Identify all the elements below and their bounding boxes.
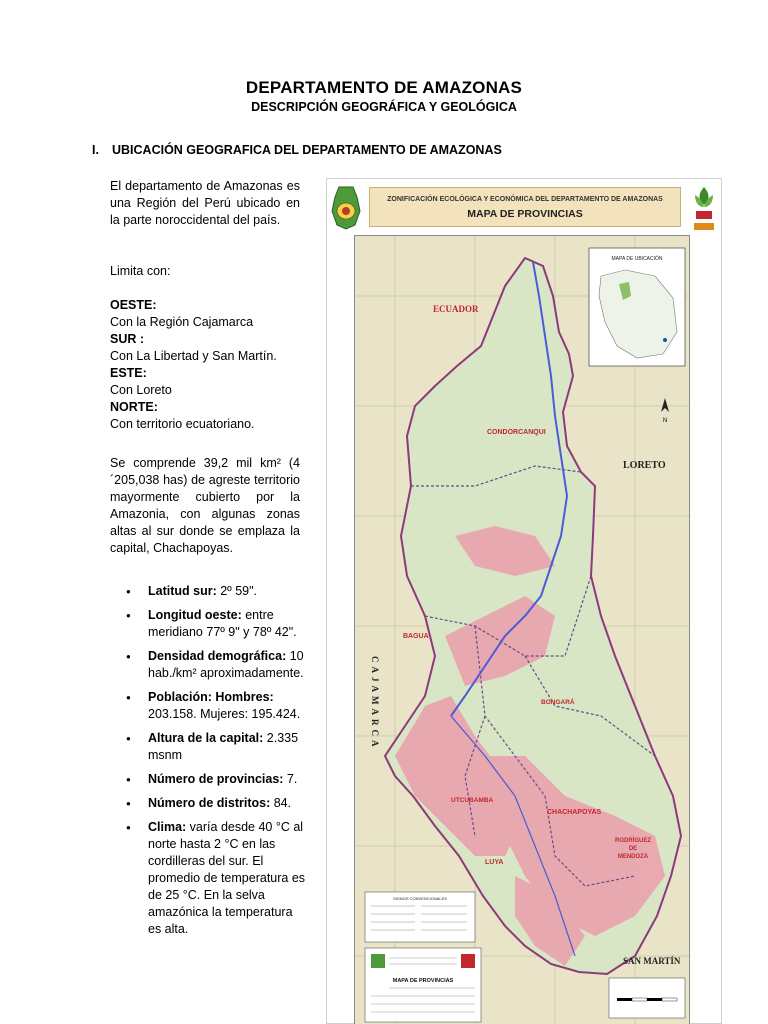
intro-paragraph: El departamento de Amazonas es una Región del Perú ubicado en la parte noroccidental del país. [110, 179, 300, 227]
fact-item [126, 648, 306, 682]
map-drawing [355, 236, 691, 1024]
iiap-logo-icon [691, 183, 717, 233]
map-canvas [354, 235, 690, 1024]
fact-value: entre meridiano 77º 9" y 78º 42". [148, 608, 297, 639]
province-map [326, 178, 722, 1024]
label-chachapoyas: CHACHAPOYAS [547, 809, 602, 816]
fact-label: Latitud sur: [148, 584, 217, 598]
label-ecuador: ECUADOR [433, 304, 479, 314]
north-label: N [662, 418, 668, 424]
oeste-text: Con la Región Cajamarca [110, 315, 254, 329]
fact-item [126, 771, 306, 788]
fact-item [126, 583, 306, 600]
norte-label: NORTE: [110, 400, 158, 414]
label-san-martin: SAN MARTÍN [623, 956, 681, 966]
map-scale-box [609, 978, 685, 1018]
label-condorcanqui: CONDORCANQUI [487, 429, 546, 436]
legend-title: SIGNOS CONVENCIONALES [392, 896, 448, 901]
facts-list [126, 583, 306, 945]
fact-value: 10 hab./km² aproximadamente. [148, 649, 304, 680]
fact-value: 2.335 msnm [148, 731, 299, 762]
sur-text: Con La Libertad y San Martín. [110, 349, 277, 363]
fact-item [126, 607, 306, 641]
fact-item [126, 795, 306, 812]
fact-item [126, 819, 306, 938]
norte-text: Con territorio ecuatoriano. [110, 417, 255, 431]
map-header-line1: ZONIFICACIÓN ECOLÓGICA Y ECONÓMICA DEL DEPARTAMENTO DE AMAZONAS [387, 196, 663, 203]
location-inset-map [589, 248, 685, 366]
label-luya: LUYA [485, 859, 504, 866]
map-header [369, 187, 681, 227]
regional-emblem-icon [329, 185, 363, 231]
page-subtitle: DESCRIPCIÓN GEOGRÁFICA Y GEOLÓGICA [251, 100, 517, 114]
inset-title: MAPA DE UBICACIÓN [611, 256, 663, 262]
north-arrow-icon [661, 398, 669, 412]
title-block-title: MAPA DE PROVINCIAS [392, 978, 454, 984]
fact-label: Clima: [148, 820, 187, 834]
fact-label: Número de provincias: [148, 772, 284, 786]
este-text: Con Loreto [110, 383, 172, 397]
map-title-block [365, 948, 481, 1022]
limits-block [110, 263, 300, 433]
oeste-label: OESTE: [110, 298, 157, 312]
fact-value: 203.158. Mujeres: 195.424. [148, 707, 301, 721]
section-number: I. [92, 143, 99, 157]
fact-label: Densidad demográfica: [148, 649, 287, 663]
fact-label: Longitud oeste: [148, 608, 242, 622]
page-title: DEPARTAMENTO DE AMAZONAS [245, 78, 523, 97]
label-loreto: LORETO [623, 460, 666, 471]
area-paragraph: Se comprende 39,2 mil km² (4´205,038 has) de agreste territorio mayormente cubierto por la Amazonia, con algunas zonas altas al sur donde se emplaza la capital, Chachapoyas. [110, 456, 300, 555]
fact-label: Población: Hombres: [148, 690, 274, 704]
section-heading [92, 143, 502, 157]
label-utcubamba: UTCUBAMBA [451, 797, 494, 804]
este-label: ESTE: [110, 366, 147, 380]
fact-label: Número de distritos: [148, 796, 271, 810]
fact-value: varía desde 40 °C al norte hasta 2 °C en las cordilleras del sur. El promedio de temperatura es de 25 °C. En la selva amazónica la temperatura es alta. [148, 820, 306, 936]
fact-value: 7. [283, 772, 298, 786]
map-header-line2: MAPA DE PROVINCIAS [467, 208, 583, 220]
fact-label: Altura de la capital: [148, 731, 264, 745]
label-cajamarca: CAJAMARCA [370, 656, 380, 751]
label-mendoza: MENDOZA [617, 854, 649, 860]
fact-item [126, 730, 306, 764]
limits-label: Limita con: [110, 264, 171, 278]
sur-label: SUR : [110, 332, 145, 346]
label-rodriguez: RODRÍGUEZ [615, 838, 651, 844]
fact-value: 84. [270, 796, 292, 810]
label-bongara: BONGARÁ [541, 699, 575, 706]
fact-value: 2º 59". [216, 584, 258, 598]
label-bagua: BAGUA [403, 633, 429, 640]
label-de: DE [628, 846, 638, 852]
section-heading-text: UBICACIÓN GEOGRAFICA DEL DEPARTAMENTO DE AMAZONAS [112, 143, 502, 157]
fact-item [126, 689, 306, 723]
